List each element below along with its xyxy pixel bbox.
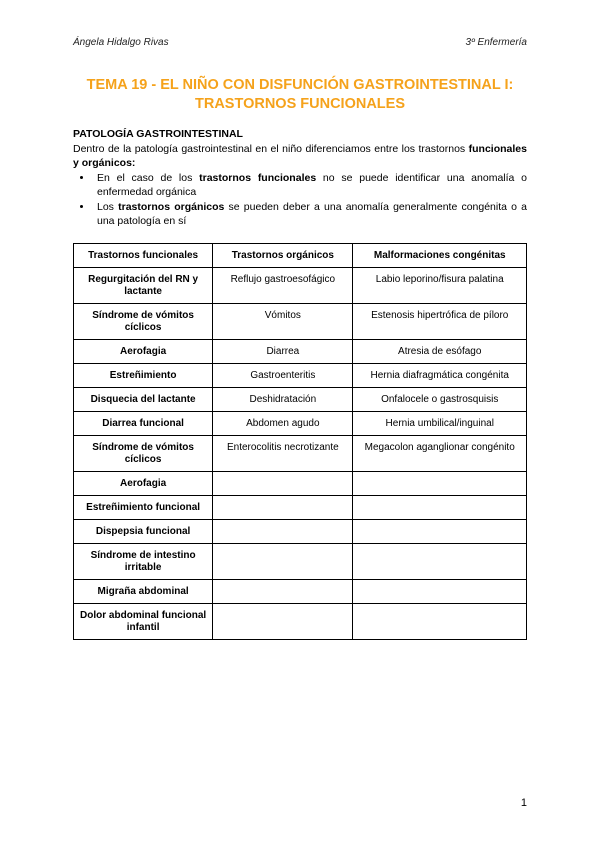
cell-organico: Deshidratación: [213, 388, 353, 412]
intro-text: Dentro de la patología gastrointestinal en el niño diferenciamos entre los trastornos: [73, 142, 466, 155]
cell-funcional: Regurgitación del RN y lactante: [74, 268, 213, 304]
cell-organico: Enterocolitis necrotizante: [213, 436, 353, 472]
cell-funcional: Aerofagia: [74, 340, 213, 364]
cell-malformacion: Atresia de esófago: [353, 340, 527, 364]
cell-funcional: Aerofagia: [74, 472, 213, 496]
intro-section: [73, 127, 527, 229]
table-row: [74, 388, 527, 412]
cell-funcional: Estreñimiento funcional: [74, 496, 213, 520]
table-row: [74, 544, 527, 580]
cell-funcional: Disquecia del lactante: [74, 388, 213, 412]
bullet-bold: trastornos orgánicos: [118, 200, 225, 213]
cell-funcional: Síndrome de intestino irritable: [74, 544, 213, 580]
cell-funcional: Síndrome de vómitos cíclicos: [74, 436, 213, 472]
cell-organico: [213, 580, 353, 604]
page-title: [60, 76, 540, 114]
table-row: [74, 520, 527, 544]
page-number: 1: [520, 797, 527, 809]
cell-malformacion: [353, 520, 527, 544]
table-row: [74, 496, 527, 520]
cell-organico: [213, 604, 353, 640]
header-course: 3º Enfermería: [465, 37, 527, 48]
table-row: [74, 268, 527, 304]
cell-malformacion: Hernia diafragmática congénita: [353, 364, 527, 388]
cell-organico: Diarrea: [213, 340, 353, 364]
cell-malformacion: Hernia umbilical/inguinal: [353, 412, 527, 436]
cell-funcional: Dolor abdominal funcional infantil: [74, 604, 213, 640]
table-row: [74, 364, 527, 388]
cell-malformacion: [353, 544, 527, 580]
bullet-item: [93, 200, 527, 229]
cell-organico: [213, 544, 353, 580]
title-line-2: TRASTORNOS FUNCIONALES: [195, 96, 405, 112]
cell-malformacion: Estenosis hipertrófica de píloro: [353, 304, 527, 340]
cell-malformacion: Megacolon aganglionar congénito: [353, 436, 527, 472]
table-body: [74, 268, 527, 640]
col-header-funcionales: Trastornos funcionales: [74, 244, 213, 268]
table-row: [74, 304, 527, 340]
cell-organico: Abdomen agudo: [213, 412, 353, 436]
disorders-table: [73, 243, 527, 640]
col-header-organicos: Trastornos orgánicos: [213, 244, 353, 268]
bullet-text: En el caso de los: [97, 171, 200, 184]
table-row: [74, 340, 527, 364]
cell-organico: Vómitos: [213, 304, 353, 340]
bullet-text: no se puede identificar una anomalía o enfermedad orgánica: [97, 171, 527, 198]
cell-funcional: Síndrome de vómitos cíclicos: [74, 304, 213, 340]
cell-organico: Gastroenteritis: [213, 364, 353, 388]
cell-organico: Reflujo gastroesofágico: [213, 268, 353, 304]
header-author: Ángela Hidalgo Rivas: [73, 37, 169, 48]
bullet-text: se pueden deber a una anomalía generalmente congénita o a una patología en sí: [97, 200, 527, 227]
table-row: [74, 472, 527, 496]
title-line-1: TEMA 19 - EL NIÑO CON DISFUNCIÓN GASTROINTESTINAL I:: [86, 77, 514, 93]
cell-organico: [213, 472, 353, 496]
bullet-list: [73, 171, 527, 229]
cell-organico: [213, 520, 353, 544]
cell-malformacion: [353, 472, 527, 496]
cell-malformacion: [353, 604, 527, 640]
bullet-item: [93, 171, 527, 200]
bullet-text: Los: [97, 200, 119, 213]
cell-malformacion: Labio leporino/fisura palatina: [353, 268, 527, 304]
intro-paragraph: [73, 142, 527, 171]
bullet-bold: trastornos funcionales: [199, 171, 317, 184]
section-heading: PATOLOGÍA GASTROINTESTINAL: [73, 128, 243, 140]
cell-malformacion: [353, 496, 527, 520]
cell-organico: [213, 496, 353, 520]
cell-funcional: Dispepsia funcional: [74, 520, 213, 544]
cell-malformacion: Onfalocele o gastrosquisis: [353, 388, 527, 412]
cell-funcional: Diarrea funcional: [74, 412, 213, 436]
col-header-malformaciones: Malformaciones congénitas: [353, 244, 527, 268]
table-row: [74, 580, 527, 604]
intro-bold: funcionales y orgánicos:: [73, 142, 527, 169]
table-row: [74, 412, 527, 436]
table-row: [74, 436, 527, 472]
cell-funcional: Estreñimiento: [74, 364, 213, 388]
cell-malformacion: [353, 580, 527, 604]
table-header-row: [74, 244, 527, 268]
table-row: [74, 604, 527, 640]
cell-funcional: Migraña abdominal: [74, 580, 213, 604]
